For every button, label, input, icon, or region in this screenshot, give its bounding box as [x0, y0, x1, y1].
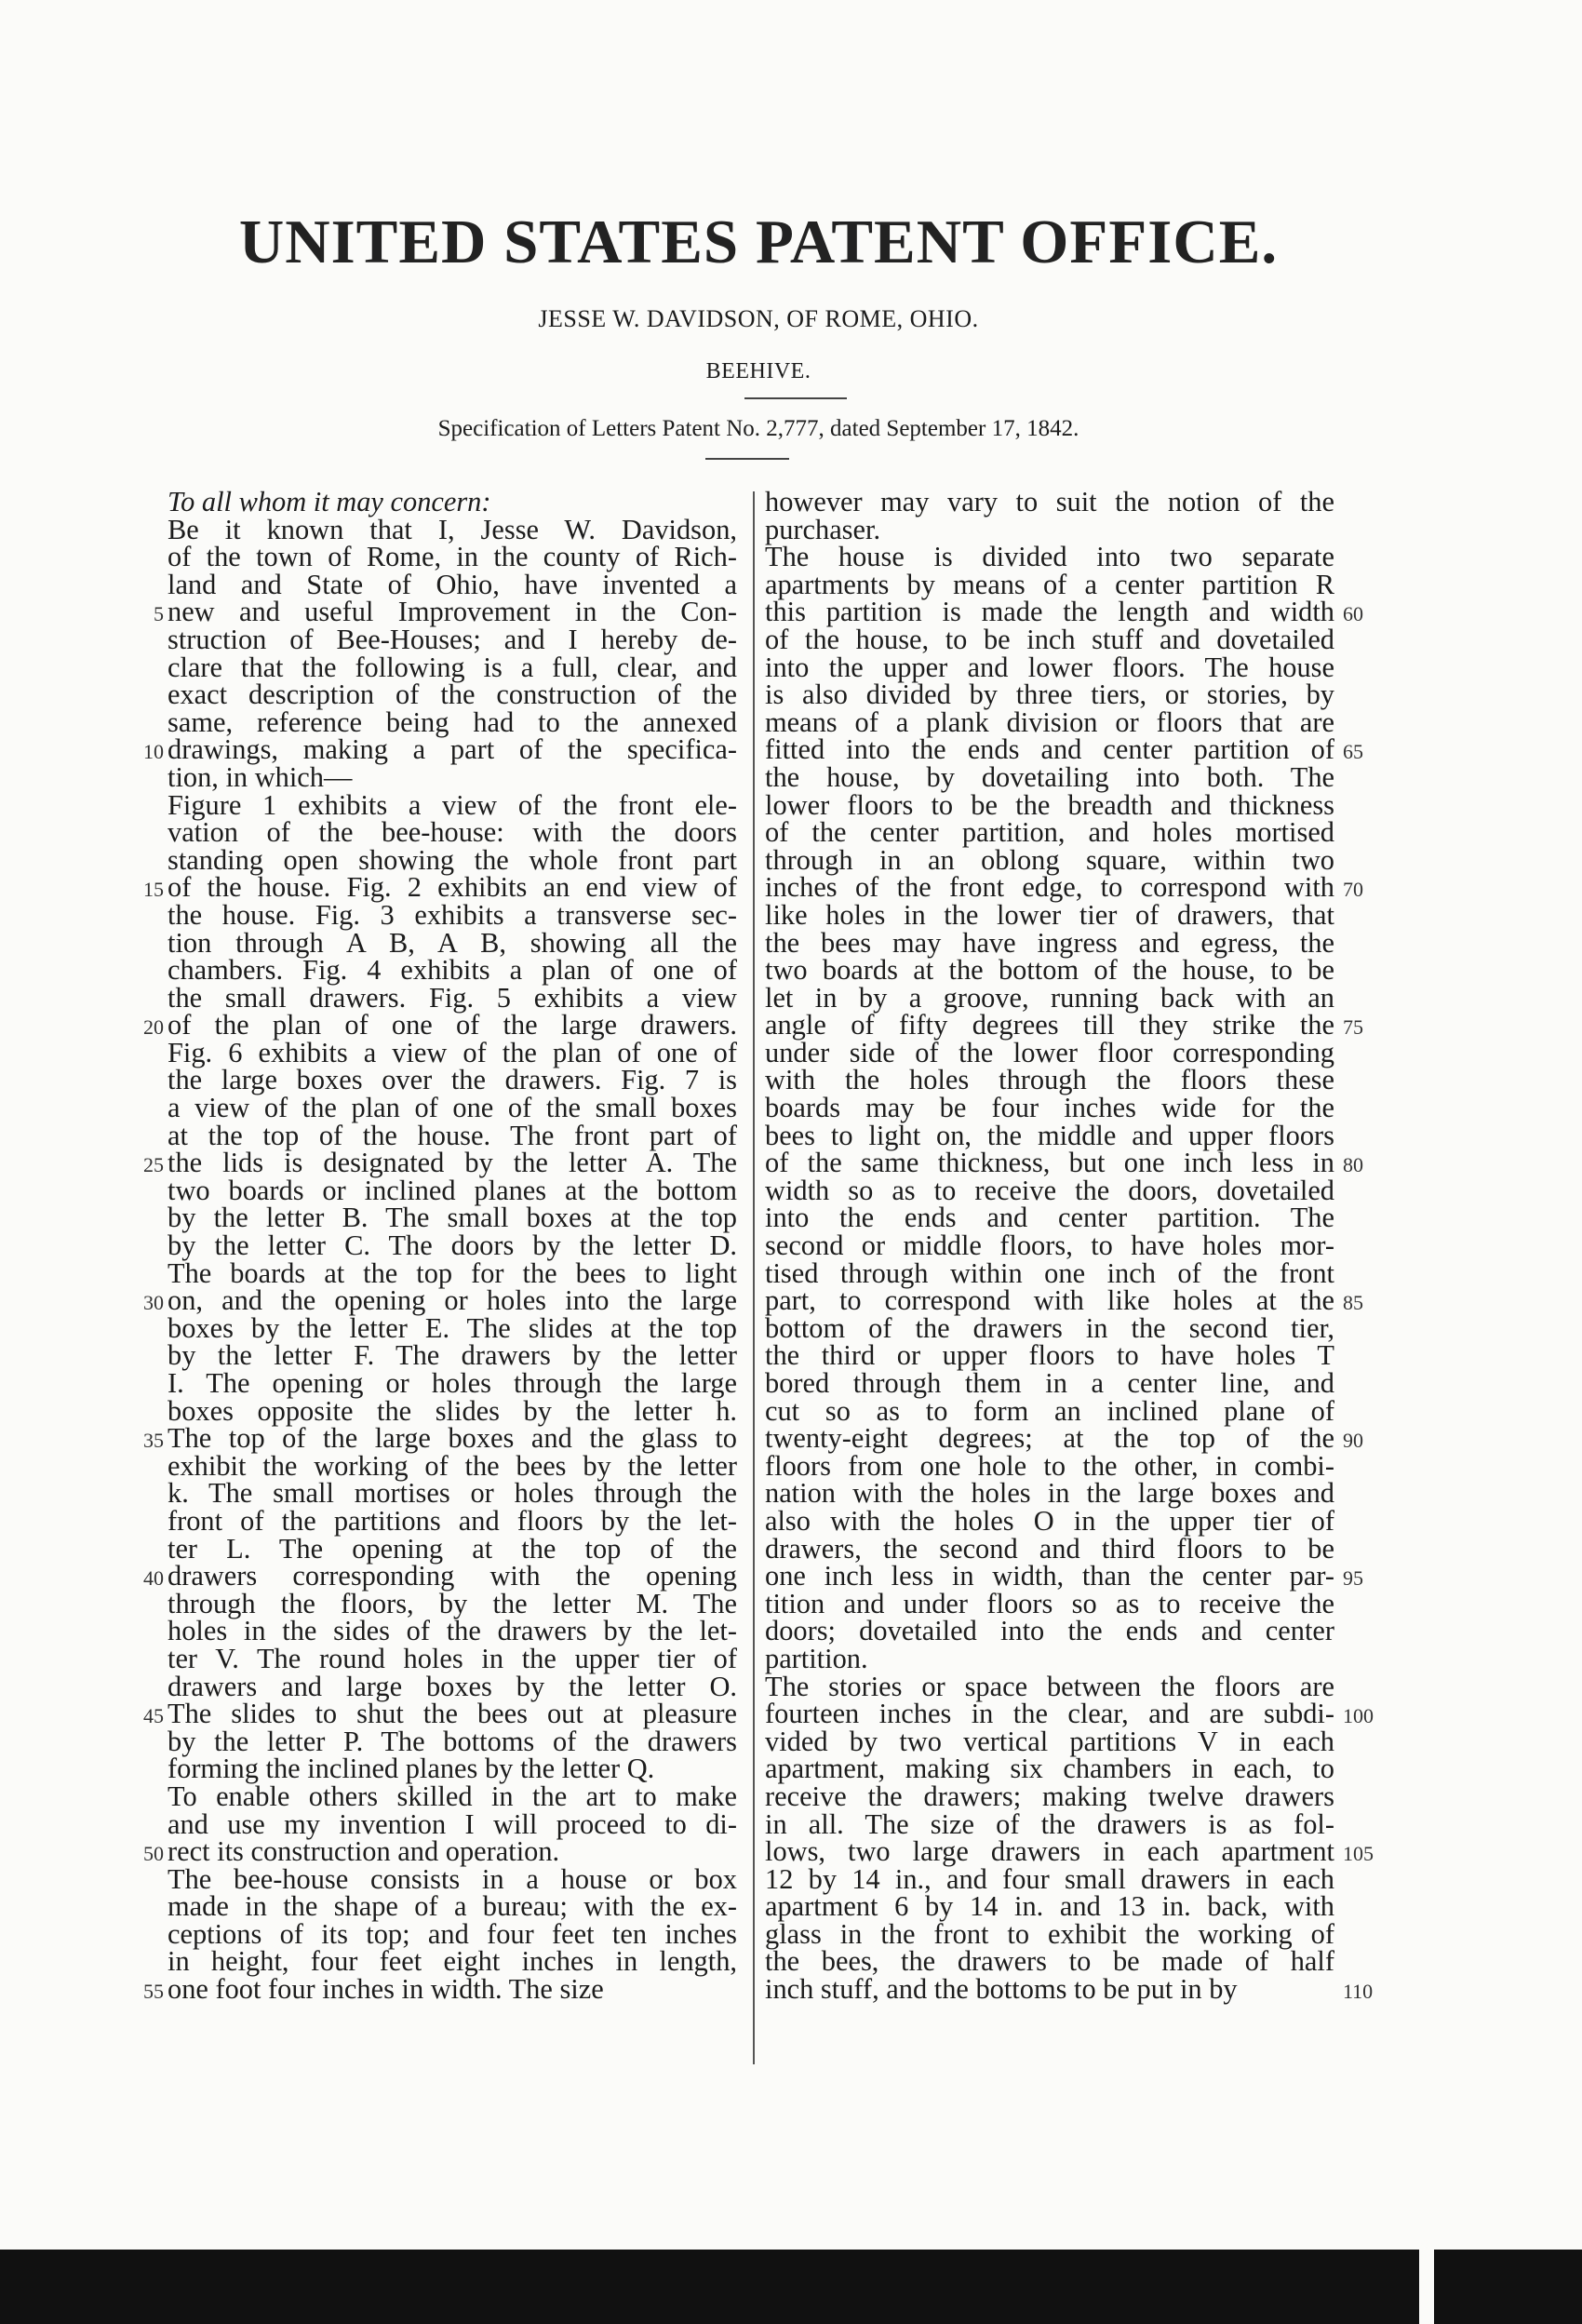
text-line: angle of fifty degrees till they strike the — [765, 1009, 1334, 1041]
text-line: tised through within one inch of the front — [765, 1256, 1334, 1289]
text-line: second or middle floors, to have holes mor- — [765, 1229, 1334, 1262]
text-line: inches of the front edge, to correspond with — [765, 871, 1334, 904]
text-line: tion through A B, A B, showing all the — [168, 926, 737, 959]
text-line: drawers and large boxes by the letter O. — [168, 1670, 737, 1702]
text-line: of the same thickness, but one inch less in — [765, 1147, 1334, 1179]
text-line: forming the inclined planes by the letter Q. — [168, 1753, 655, 1785]
line-number: 75 — [1343, 1015, 1363, 1040]
text-line: this partition is made the length and width — [765, 596, 1334, 628]
text-line: width so as to receive the doors, dovetailed — [765, 1174, 1334, 1206]
text-line: tition and under floors so as to receive the — [765, 1587, 1334, 1619]
line-number: 85 — [1343, 1291, 1363, 1315]
text-line: doors; dovetailed into the ends and center — [765, 1615, 1334, 1647]
text-line: in all. The size of the drawers is as fol- — [765, 1807, 1334, 1840]
text-line: To enable others skilled in the art to make — [168, 1780, 737, 1812]
text-line: the house, by dovetailing into both. The — [765, 760, 1334, 793]
text-line: the bees may have ingress and egress, the — [765, 926, 1334, 959]
text-line: of the town of Rome, in the county of Rich- — [168, 541, 737, 573]
text-line: floors from one hole to the other, in combi- — [765, 1449, 1334, 1482]
text-line: of the house, to be inch stuff and dovetailed — [765, 623, 1334, 655]
line-number: 30 — [143, 1291, 164, 1315]
text-line: of the house. Fig. 2 exhibits an end view of — [168, 871, 737, 904]
text-line: boxes by the letter E. The slides at the top — [168, 1311, 737, 1344]
inventor-line: JESSE W. DAVIDSON, OF ROME, OHIO. — [538, 305, 979, 332]
left-text-column — [168, 486, 737, 2006]
text-line: receive the drawers; making twelve drawers — [765, 1780, 1334, 1812]
column-divider — [753, 491, 755, 2064]
line-number: 5 — [154, 602, 164, 626]
text-line: into the ends and center partition. The — [765, 1202, 1334, 1234]
text-line: standing open showing the whole front part — [168, 843, 737, 876]
text-line: means of a plank division or floors that are — [765, 705, 1334, 738]
text-line: The bee-house consists in a house or box — [168, 1862, 737, 1895]
line-number: 100 — [1343, 1704, 1374, 1728]
text-line: exact description of the construction of the — [168, 678, 737, 711]
text-line: by the letter B. The small boxes at the top — [168, 1202, 737, 1234]
text-line: made in the shape of a bureau; with the ex- — [168, 1890, 737, 1923]
line-number: 10 — [143, 740, 164, 764]
text-line: ceptions of its top; and four feet ten inches — [168, 1917, 737, 1950]
text-line: by the letter C. The doors by the letter D. — [168, 1229, 737, 1262]
right-text-column — [765, 486, 1334, 2006]
text-line: lower floors to be the breadth and thickness — [765, 788, 1334, 821]
text-line: twenty-eight degrees; at the top of the — [765, 1422, 1334, 1455]
text-line: partition. — [765, 1642, 868, 1674]
text-line: 12 by 14 in., and four small drawers in each — [765, 1862, 1334, 1895]
text-line: one inch less in width, than the center par- — [765, 1560, 1334, 1592]
text-line: chambers. Fig. 4 exhibits a plan of one of — [168, 954, 737, 987]
scan-bottom-edge — [0, 2250, 1582, 2324]
text-line: through the floors, by the letter M. The — [168, 1587, 737, 1619]
text-line: boards may be four inches wide for the — [765, 1092, 1334, 1124]
text-line: Figure 1 exhibits a view of the front ele- — [168, 788, 737, 821]
text-line: The top of the large boxes and the glass to — [168, 1422, 737, 1455]
text-line: bored through them in a center line, and — [765, 1367, 1334, 1399]
text-line: with the holes through the floors these — [765, 1064, 1334, 1096]
office-title: UNITED STATES PATENT OFFICE. — [238, 208, 1279, 276]
text-line: the large boxes over the drawers. Fig. 7 is — [168, 1064, 737, 1096]
text-line: vation of the bee-house: with the doors — [168, 816, 737, 849]
line-number: 15 — [143, 878, 164, 902]
line-number: 25 — [143, 1153, 164, 1177]
text-line: exhibit the working of the bees by the letter — [168, 1449, 737, 1482]
text-line: one foot four inches in width. The size — [168, 1973, 604, 2006]
text-line: part, to correspond with like holes at the — [765, 1284, 1334, 1317]
text-line: on, and the opening or holes into the large — [168, 1284, 737, 1317]
text-line: To all whom it may concern: — [168, 486, 491, 517]
line-number: 90 — [1343, 1429, 1363, 1453]
text-line: cut so as to form an inclined plane of — [765, 1394, 1334, 1427]
text-line: clare that the following is a full, clear, and — [168, 651, 737, 683]
text-line: however may vary to suit the notion of the — [765, 486, 1334, 517]
text-line: drawers corresponding with the opening — [168, 1560, 737, 1592]
text-line: front of the partitions and floors by the let- — [168, 1504, 737, 1537]
text-line: nation with the holes in the large boxes and — [765, 1477, 1334, 1510]
text-line: by the letter F. The drawers by the letter — [168, 1339, 737, 1372]
text-line: drawings, making a part of the specifica- — [168, 733, 737, 766]
text-line: new and useful Improvement in the Con- — [168, 596, 737, 628]
text-line: ter V. The round holes in the upper tier of — [168, 1642, 737, 1674]
line-number: 55 — [143, 1980, 164, 2004]
text-line: the third or upper floors to have holes T — [765, 1339, 1334, 1372]
text-line: through in an oblong square, within two — [765, 843, 1334, 876]
line-number: 110 — [1343, 1980, 1374, 2004]
invention-title: BEEHIVE. — [705, 359, 811, 383]
text-line: ter L. The opening at the top of the — [168, 1532, 737, 1565]
text-line: Fig. 6 exhibits a view of the plan of one of — [168, 1036, 737, 1068]
text-line: the bees, the drawers to be made of half — [765, 1945, 1334, 1978]
text-line: bottom of the drawers in the second tier, — [765, 1311, 1334, 1344]
text-line: fourteen inches in the clear, and are subdi- — [765, 1698, 1334, 1730]
line-number: 60 — [1343, 602, 1363, 626]
line-number: 20 — [143, 1015, 164, 1040]
text-line: of the center partition, and holes mortised — [765, 816, 1334, 849]
text-line: apartments by means of a center partition R — [765, 568, 1334, 600]
text-line: rect its construction and operation. — [168, 1835, 560, 1868]
text-line: purchaser. — [765, 513, 881, 545]
text-line: in height, four feet eight inches in length, — [168, 1945, 737, 1978]
text-line: Be it known that I, Jesse W. Davidson, — [168, 513, 737, 545]
text-line: also with the holes O in the upper tier of — [765, 1504, 1334, 1537]
specification-rule — [705, 458, 789, 460]
text-line: tion, in which— — [168, 760, 353, 793]
text-line: two boards at the bottom of the house, to be — [765, 954, 1334, 987]
line-number: 50 — [143, 1842, 164, 1866]
text-line: like holes in the lower tier of drawers, that — [765, 898, 1334, 931]
line-number: 95 — [1343, 1566, 1363, 1591]
text-line: the house. Fig. 3 exhibits a transverse sec- — [168, 898, 737, 931]
line-number: 45 — [143, 1704, 164, 1728]
text-line: inch stuff, and the bottoms to be put in by — [765, 1973, 1238, 2006]
text-line: glass in the front to exhibit the working of — [765, 1917, 1334, 1950]
text-line: fitted into the ends and center partition of — [765, 733, 1334, 766]
text-line: boxes opposite the slides by the letter h. — [168, 1394, 737, 1427]
text-line: I. The opening or holes through the large — [168, 1367, 737, 1399]
text-line: at the top of the house. The front part of — [168, 1119, 737, 1151]
text-line: under side of the lower floor corresponding — [765, 1036, 1334, 1068]
text-line: of the plan of one of the large drawers. — [168, 1009, 737, 1041]
text-line: bees to light on, the middle and upper floors — [765, 1119, 1334, 1151]
text-line: The boards at the top for the bees to light — [168, 1256, 737, 1289]
text-line: is also divided by three tiers, or stories, by — [765, 678, 1334, 711]
text-line: land and State of Ohio, have invented a — [168, 568, 737, 600]
text-line: same, reference being had to the annexed — [168, 705, 737, 738]
text-line: The stories or space between the floors are — [765, 1670, 1334, 1702]
text-line: lows, two large drawers in each apartment — [765, 1835, 1334, 1868]
text-line: vided by two vertical partitions V in each — [765, 1725, 1334, 1757]
scan-edge-gap — [1419, 2250, 1434, 2324]
text-line: struction of Bee-Houses; and I hereby de- — [168, 623, 737, 655]
text-line: by the letter P. The bottoms of the drawers — [168, 1725, 737, 1757]
line-number: 65 — [1343, 740, 1363, 764]
title-rule — [744, 397, 847, 399]
text-line: into the upper and lower floors. The house — [765, 651, 1334, 683]
line-number: 105 — [1343, 1842, 1374, 1866]
text-line: drawers, the second and third floors to be — [765, 1532, 1334, 1565]
text-line: let in by a groove, running back with an — [765, 981, 1334, 1014]
line-number: 70 — [1343, 878, 1363, 902]
text-line: the small drawers. Fig. 5 exhibits a view — [168, 981, 737, 1014]
text-line: k. The small mortises or holes through the — [168, 1477, 737, 1510]
text-line: The house is divided into two separate — [765, 541, 1334, 573]
text-line: apartment 6 by 14 in. and 13 in. back, with — [765, 1890, 1334, 1923]
line-number: 80 — [1343, 1153, 1363, 1177]
text-line: apartment, making six chambers in each, to — [765, 1753, 1334, 1785]
text-line: and use my invention I will proceed to di- — [168, 1807, 737, 1840]
text-line: a view of the plan of one of the small boxes — [168, 1092, 737, 1124]
line-number: 40 — [143, 1566, 164, 1591]
specification-line: Specification of Letters Patent No. 2,777, dated September 17, 1842. — [437, 416, 1079, 441]
line-number: 35 — [143, 1429, 164, 1453]
text-line: two boards or inclined planes at the bottom — [168, 1174, 737, 1206]
text-line: The slides to shut the bees out at pleasure — [168, 1698, 737, 1730]
text-line: holes in the sides of the drawers by the let- — [168, 1615, 737, 1647]
text-line: the lids is designated by the letter A. The — [168, 1147, 737, 1179]
